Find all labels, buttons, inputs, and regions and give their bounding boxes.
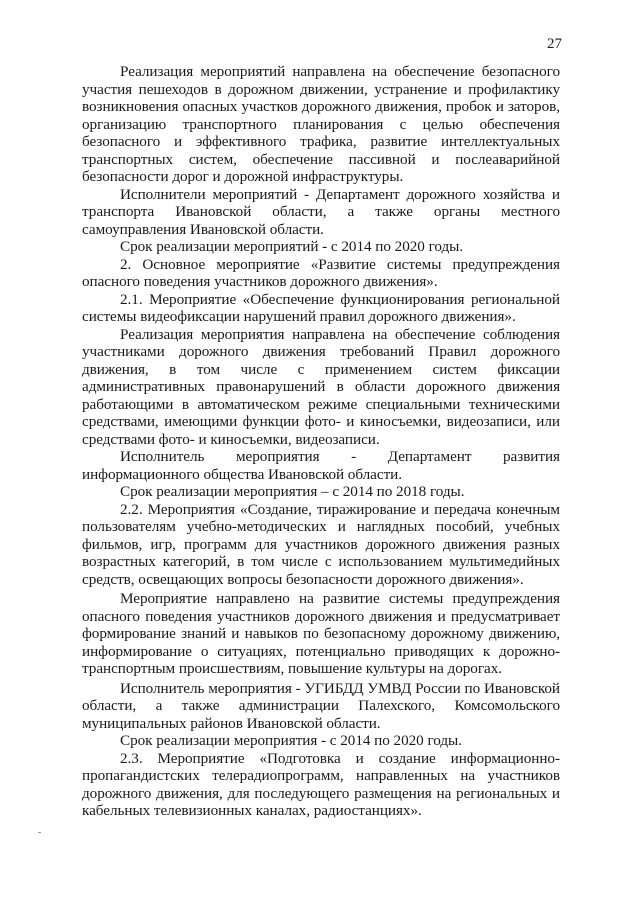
paragraph-measure-2-2-executor: Исполнитель мероприятия - УГИБДД УМВД России по Ивановской области, а также администрации Палехского, Комсомольского муниципальных районов Ивановской области. xyxy=(82,679,560,732)
paragraph-measure-2-1: 2.1. Мероприятие «Обеспечение функционирования региональной системы видеофиксации нарушений правил дорожного движения». xyxy=(82,290,560,325)
paragraph-executors: Исполнители мероприятий - Департамент дорожного хозяйства и транспорта Ивановской области, а также органы местного самоуправления Ивановской области. xyxy=(82,185,560,238)
paragraph-measure-2-2: 2.2. Мероприятия «Создание, тиражирование и передача конечным пользователям учебно-методических и наглядных пособий, учебных фильмов, игр, программ для участников дорожного движения разных возрастных категорий, в том числе с использованием мультимедийных средств, освещающих вопросы безопасности дорожного движения». xyxy=(82,500,560,588)
paragraph-measure-2-1-deadline: Срок реализации мероприятия – с 2014 по 2018 годы. xyxy=(120,483,465,500)
paragraph-measure-2-2-deadline: Срок реализации мероприятия - с 2014 по 2020 годы. xyxy=(120,732,462,749)
paragraph-measure-2-1-description: Реализация мероприятия направлена на обеспечение соблюдения участниками дорожного движения требований Правил дорожного движения, в том числе с применением систем фиксации административных правонарушений в области дорожного движения работающими в автоматическом режиме специальными техническими средствами, имеющими функции фото- и киносъемки, видеозаписи, или средствами фото- и киносъемки, видеозаписи. xyxy=(82,325,560,448)
scan-margin-mark xyxy=(38,832,41,833)
paragraph-deadline: Срок реализации мероприятий - с 2014 по 2020 годы. xyxy=(120,238,464,255)
document-body xyxy=(82,63,560,820)
paragraph-implementation-goals: Реализация мероприятий направлена на обеспечение безопасного участия пешеходов в дорожном движении, устранение и профилактику возникновения опасных участков дорожного движения, пробок и заторов, организацию транспортного планирования с целью обеспечения безопасного и эффективного трафика, развитие интеллектуальных транспортных систем, обеспечение пассивной и послеаварийной безопасности дорог и дорожной инфраструктуры. xyxy=(82,63,560,185)
paragraph-measure-2-1-executor: Исполнитель мероприятия - Департамент развития информационного общества Ивановской области. xyxy=(82,448,560,483)
page-number: 27 xyxy=(547,36,562,52)
paragraph-main-measure-2: 2. Основное мероприятие «Развитие системы предупреждения опасного поведения участников дорожного движения». xyxy=(82,255,560,290)
paragraph-measure-2-2-description: Мероприятие направлено на развитие системы предупреждения опасного поведения участников дорожного движения и предусматривает формирование знаний и навыков по безопасному дорожному движению, информирование о ситуациях, потенциально приводящих к дорожно-транспортным происшествиям, повышение культуры на дорогах. xyxy=(82,590,560,677)
paragraph-measure-2-3: 2.3. Мероприятие «Подготовка и создание информационно-пропагандистских телерадиопрограмм, направленных на участников дорожного движения, для последующего размещения на региональных и кабельных телевизионных каналах, радиостанциях». xyxy=(82,749,560,819)
